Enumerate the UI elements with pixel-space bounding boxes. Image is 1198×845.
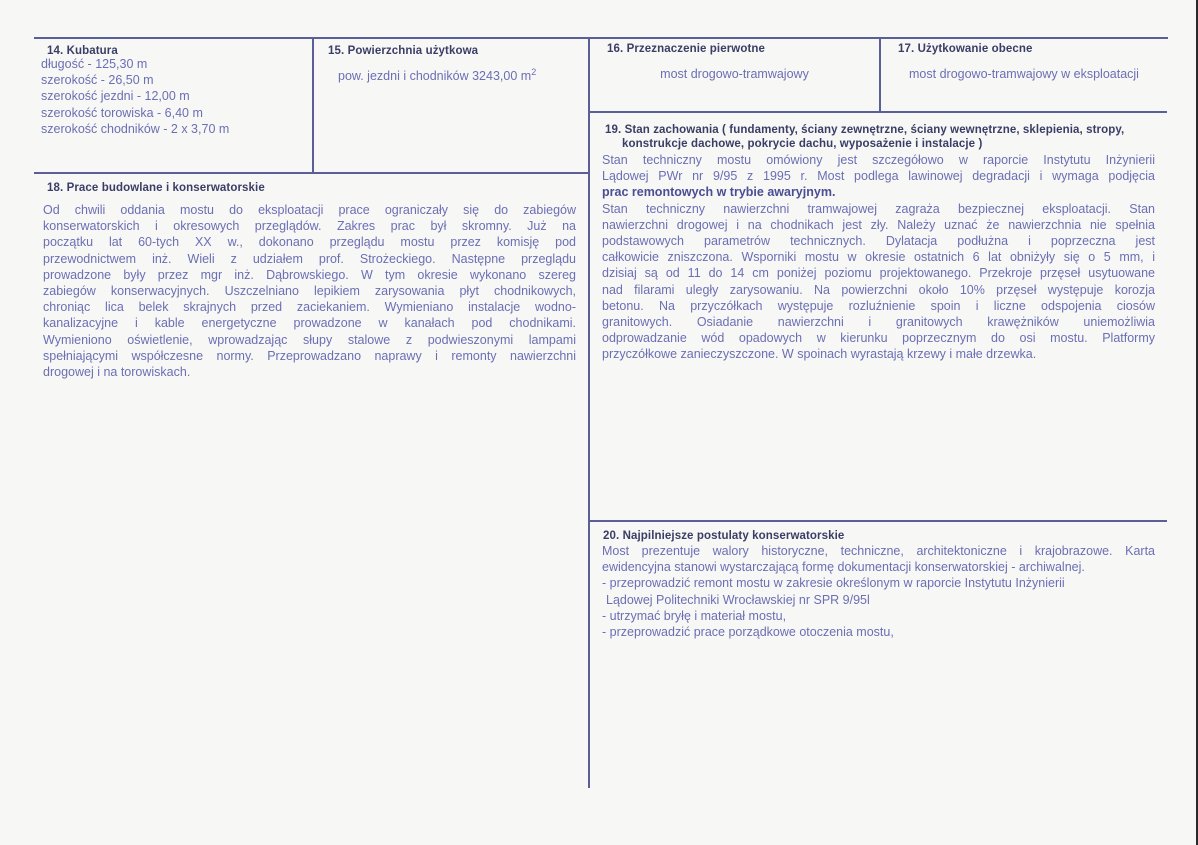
postulaty-line: Most prezentuje walory historyczne, techniczne, architektoniczne i krajobrazowe. Karta — [602, 544, 1155, 558]
stan-line: Lądowej PWr nr 9/95 z 1995 r. Most podlega lawinowej degradacji i wymaga podjęcia — [602, 169, 1155, 184]
stan-line: granitowych. Osiadanie nawierzchni i granitowych krawężników uniemożliwia — [602, 315, 1155, 330]
kubatura-szerokosc-torowiska: szerokość torowiska - 6,40 m — [41, 105, 203, 120]
uzytkowanie-title: 17. Użytkowanie obecne — [898, 43, 1033, 55]
postulaty-line: - przeprowadzić remont mostu w zakresie określonym w raporcie Instytutu Inżynierii — [602, 576, 1065, 591]
stan-line: dzisiaj są od 11 do 14 cm poniżej poziomu projektowanego. Przekroje przęseł usytuowane — [602, 266, 1155, 281]
center-divider — [588, 38, 590, 788]
prace-line: konserwatorskich i okresowych przeglądów. Zakres prac był skromny. Już na — [43, 219, 576, 234]
stan-line: betonu. Na przyczółkach występuje rozluźnienie spoin i liczne odspojenia ciosów — [602, 298, 1155, 313]
uzytkowanie-value: most drogowo-tramwajowy w eksploatacji — [909, 67, 1139, 81]
prace-line: drogowej i na torowiskach. — [43, 365, 191, 380]
prace-line: zabiegów konserwacyjnych. Uszczelniano lepikiem zarysowania płyt chodnikowych, — [43, 284, 576, 299]
divider-14-15 — [312, 38, 314, 173]
powierzchnia-text: pow. jezdni i chodników 3243,00 m — [338, 69, 532, 84]
prace-body — [43, 202, 576, 380]
stan-line: nad filarami uległy zarysowaniu. Na powierzchni około 10% przęseł występuje korozja — [602, 282, 1155, 297]
prace-line: Od chwili oddania mostu do eksploatacji prace ograniczały się do zabiegów — [43, 203, 576, 217]
prace-line: kanalizacyjne i kable energetyczne prowadzone w kanałach pod chodnikami. — [43, 316, 576, 331]
prace-line: przewodnictwem inż. Wieli z udziałem prof. Strożeckiego. Następne przeglądu — [43, 251, 576, 266]
kubatura-szerokosc-chodnikow: szerokość chodników - 2 x 3,70 m — [41, 121, 230, 136]
stan-line: Stan techniczny nawierzchni tramwajowej zagraża bezpiecznej eksploatacji. Stan — [602, 201, 1155, 216]
postulaty-line: - przeprowadzić prace porządkowe otoczenia mostu, — [602, 625, 894, 640]
prace-line: spełniającymi współczesne normy. Przeprowadzano naprawy i remonty nawierzchni — [43, 348, 576, 363]
divider-under-19 — [589, 520, 1167, 522]
stan-line: odprowadzanie wód opadowych w kierunku poprzecznym do osi mostu. Platformy — [602, 331, 1155, 346]
stan-title-line1: 19. Stan zachowania ( fundamenty, ściany zewnętrzne, ściany wewnętrzne, sklepienia, stropy, — [605, 124, 1125, 136]
stan-line: przyczółkowe zanieczyszczone. W spoinach wyrastają krzewy i małe drzewka. — [602, 347, 1037, 362]
postulaty-body — [602, 543, 1155, 640]
powierzchnia-title: 15. Powierzchnia użytkowa — [328, 45, 479, 57]
postulaty-line: Lądowej Politechniki Wrocławskiej nr SPR 9/95l — [606, 592, 870, 607]
kubatura-szerokosc-jezdni: szerokość jezdni - 12,00 m — [41, 89, 190, 104]
divider-under-14-15 — [34, 172, 589, 174]
stan-title-line2: konstrukcje dachowe, pokrycie dachu, wyposażenie i instalacje ) — [622, 138, 983, 150]
kubatura-dlugosc: długość - 125,30 m — [41, 57, 148, 71]
postulaty-title: 20. Najpilniejsze postulaty konserwatorskie — [603, 530, 845, 542]
stan-line: całkowicie zniszczona. Wsporniki mostu w okresie ostatnich 6 lat obniżyły się o 5 mm, i — [602, 250, 1155, 265]
prace-line: Wymieniono oświetlenie, wprowadzając słupy stalowe z podwieszonymi lampami — [43, 332, 576, 347]
prace-line: początku lat 60-tych XX w., dokonano przeglądu mostu przez komisję pod — [43, 235, 576, 250]
prace-title: 18. Prace budowlane i konserwatorskie — [47, 182, 265, 194]
postulaty-line: - utrzymać bryłę i materiał mostu, — [602, 608, 787, 623]
powierzchnia-value — [338, 64, 536, 84]
stan-body — [602, 152, 1155, 363]
powierzchnia-unit-sup: 2 — [531, 67, 537, 77]
divider-under-16-17 — [589, 111, 1167, 113]
stan-line-emphasis: prac remontowych w trybie awaryjnym. — [602, 185, 836, 200]
stan-line: Stan techniczny mostu omówiony jest szczegółowo w raporcie Instytutu Inżynierii — [602, 153, 1155, 167]
kubatura-title: 14. Kubatura — [47, 45, 118, 57]
prace-line: chroniąc lica belek skrajnych przed zaciekaniem. Wymieniano instalacje wodno- — [43, 300, 576, 315]
kubatura-szerokosc: szerokość - 26,50 m — [41, 73, 154, 88]
przeznaczenie-value: most drogowo-tramwajowy — [660, 67, 809, 81]
prace-line: prowadzone były przez mgr inż. Dąbrowskiego. W tym okresie wykonano szereg — [43, 267, 576, 282]
kubatura-values — [41, 56, 306, 137]
stan-line: nawierzchni drogowej i na chodnikach jest zły. Należy uznać że nawierzchnia nie spełnia — [602, 217, 1155, 232]
przeznaczenie-title: 16. Przeznaczenie pierwotne — [607, 43, 766, 55]
top-border — [34, 37, 1168, 39]
stan-line: podstawowych parametrów technicznych. Dylatacja podłużna i poprzeczna jest — [602, 234, 1155, 249]
postulaty-line: ewidencyjna stanowi wystarczającą formę dokumentacji konserwatorskiej - archiwalnej. — [602, 560, 1085, 575]
